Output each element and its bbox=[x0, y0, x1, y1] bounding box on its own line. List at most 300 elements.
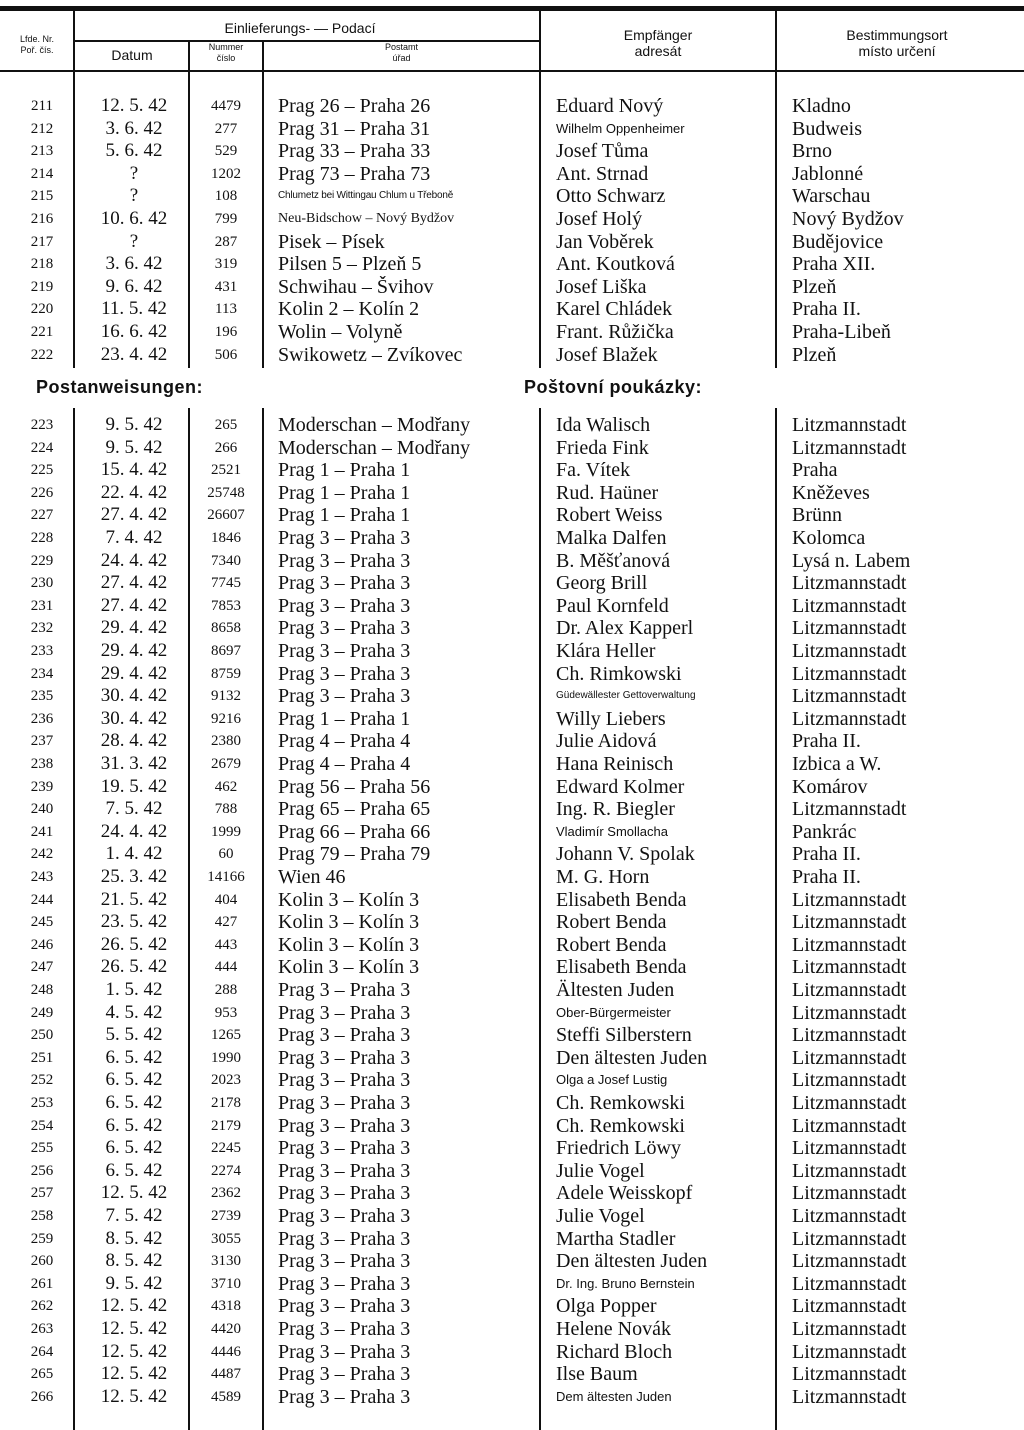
row-post-office: Prag 3 – Praha 3 bbox=[278, 1182, 411, 1205]
row-receipt-number: 8697 bbox=[211, 643, 241, 659]
row-destination: Litzmannstadt bbox=[792, 594, 907, 617]
row-destination: Budweis bbox=[792, 117, 862, 140]
table-row bbox=[0, 437, 1024, 460]
row-post-office: Prag 3 – Praha 3 bbox=[278, 979, 411, 1001]
row-recipient: Elisabeth Benda bbox=[556, 888, 687, 911]
row-destination: Litzmannstadt bbox=[792, 1363, 907, 1386]
row-post-office: Prag 65 – Praha 65 bbox=[278, 798, 431, 821]
table-row bbox=[0, 414, 1024, 437]
row-recipient: Ing. R. Biegler bbox=[556, 798, 675, 821]
table-row bbox=[0, 459, 1024, 482]
row-number: 253 bbox=[30, 1095, 54, 1111]
row-receipt-number: 9132 bbox=[211, 688, 241, 705]
row-number: 221 bbox=[30, 324, 54, 340]
header-por-cis: Poř. čís. bbox=[20, 45, 54, 55]
table-row bbox=[0, 663, 1024, 686]
row-post-office: Chlumetz bei Wittingau Chlum u Třeboně bbox=[278, 190, 454, 202]
row-destination: Komárov bbox=[792, 775, 868, 798]
row-post-office: Prag 3 – Praha 3 bbox=[278, 1385, 411, 1408]
table-row bbox=[0, 911, 1024, 934]
row-date: 1. 4. 42 bbox=[105, 843, 163, 865]
table-row bbox=[0, 344, 1024, 367]
row-post-office: Prag 3 – Praha 3 bbox=[278, 1363, 411, 1386]
row-destination: Izbica a W. bbox=[792, 753, 882, 775]
row-receipt-number: 287 bbox=[214, 233, 238, 250]
row-number: 264 bbox=[30, 1343, 54, 1360]
row-number: 214 bbox=[30, 165, 54, 182]
table-row bbox=[0, 617, 1024, 640]
row-receipt-number: 506 bbox=[214, 346, 238, 363]
row-date: 30. 4. 42 bbox=[100, 707, 168, 729]
row-post-office: Prag 3 – Praha 3 bbox=[278, 572, 411, 595]
row-destination: Lysá n. Labem bbox=[792, 549, 911, 572]
row-destination: Litzmannstadt bbox=[792, 1069, 907, 1092]
section-title-postanweisungen: Postanweisungen: bbox=[36, 377, 204, 397]
row-date: 10. 6. 42 bbox=[100, 208, 168, 229]
header-bestimmungsort: Bestimmungsort bbox=[846, 27, 948, 43]
table-row bbox=[0, 956, 1024, 979]
row-number: 245 bbox=[30, 914, 54, 931]
row-recipient: Dr. Alex Kapperl bbox=[556, 617, 694, 640]
row-number: 255 bbox=[30, 1140, 54, 1157]
row-post-office: Kolin 3 – Kolín 3 bbox=[278, 911, 420, 934]
row-post-office: Kolin 3 – Kolín 3 bbox=[278, 933, 420, 956]
row-date: 24. 4. 42 bbox=[100, 820, 168, 842]
row-receipt-number: 529 bbox=[214, 143, 238, 160]
row-receipt-number: 2178 bbox=[211, 1095, 241, 1111]
row-date: 5. 6. 42 bbox=[105, 140, 163, 162]
row-recipient: Otto Schwarz bbox=[556, 185, 666, 208]
table-row bbox=[0, 595, 1024, 618]
row-receipt-number: 953 bbox=[214, 1004, 238, 1021]
row-date: 11. 5. 42 bbox=[101, 298, 167, 320]
row-destination: Plzeň bbox=[792, 275, 837, 298]
table-row bbox=[0, 753, 1024, 776]
row-number: 259 bbox=[30, 1230, 54, 1247]
header-urad: úřad bbox=[392, 53, 411, 63]
row-number: 224 bbox=[30, 439, 54, 456]
row-date: 9. 5. 42 bbox=[105, 1272, 163, 1294]
row-recipient: Vladimír Smollacha bbox=[556, 823, 668, 839]
row-receipt-number: 2380 bbox=[211, 733, 241, 750]
row-recipient: Hana Reinisch bbox=[556, 753, 674, 775]
row-destination: Litzmannstadt bbox=[792, 1001, 907, 1024]
row-date: 9. 6. 42 bbox=[105, 275, 163, 297]
row-number: 219 bbox=[30, 278, 54, 295]
row-destination: Kolomca bbox=[792, 527, 866, 549]
row-destination: Litzmannstadt bbox=[792, 414, 907, 436]
row-destination: Litzmannstadt bbox=[792, 640, 907, 662]
row-post-office: Prag 3 – Praha 3 bbox=[278, 1295, 411, 1318]
row-date: 24. 4. 42 bbox=[100, 549, 168, 571]
row-number: 222 bbox=[30, 346, 54, 363]
table-row bbox=[0, 527, 1024, 550]
row-receipt-number: 3055 bbox=[211, 1230, 241, 1247]
row-number: 258 bbox=[30, 1208, 54, 1224]
table-row bbox=[0, 866, 1024, 889]
row-date: 31. 3. 42 bbox=[100, 753, 168, 774]
row-number: 215 bbox=[30, 188, 54, 205]
row-receipt-number: 1265 bbox=[211, 1027, 241, 1044]
row-receipt-number: 2274 bbox=[211, 1162, 241, 1179]
row-post-office: Prag 1 – Praha 1 bbox=[278, 504, 411, 527]
row-number: 251 bbox=[30, 1049, 54, 1066]
row-date: 6. 5. 42 bbox=[105, 1159, 163, 1181]
row-post-office: Prag 33 – Praha 33 bbox=[278, 140, 431, 163]
table-row bbox=[0, 730, 1024, 753]
row-recipient: Klára Heller bbox=[556, 640, 656, 662]
row-date: ? bbox=[129, 162, 139, 184]
row-number: 228 bbox=[30, 530, 54, 546]
table-row bbox=[0, 1295, 1024, 1318]
row-receipt-number: 8658 bbox=[211, 620, 241, 637]
table-row bbox=[0, 140, 1024, 163]
header-datum: Datum bbox=[111, 47, 153, 63]
row-number: 231 bbox=[30, 597, 54, 614]
row-destination: Litzmannstadt bbox=[792, 798, 907, 821]
row-post-office: Prag 4 – Praha 4 bbox=[278, 753, 411, 775]
row-post-office: Prag 1 – Praha 1 bbox=[278, 459, 411, 482]
row-date: 29. 4. 42 bbox=[100, 640, 168, 661]
table-row bbox=[0, 1205, 1024, 1228]
row-destination: Litzmannstadt bbox=[792, 1227, 907, 1250]
table-row bbox=[0, 708, 1024, 731]
row-number: 262 bbox=[30, 1298, 54, 1315]
row-receipt-number: 3710 bbox=[211, 1275, 241, 1292]
row-receipt-number: 277 bbox=[214, 120, 238, 137]
row-destination: Litzmannstadt bbox=[792, 1137, 907, 1160]
row-recipient: Ch. Remkowski bbox=[556, 1092, 685, 1114]
table-row bbox=[0, 298, 1024, 321]
row-destination: Litzmannstadt bbox=[792, 1385, 907, 1408]
table-row bbox=[0, 321, 1024, 344]
row-recipient: Robert Weiss bbox=[556, 504, 663, 527]
row-recipient: B. Měšťanová bbox=[556, 549, 671, 572]
table-row bbox=[0, 1115, 1024, 1138]
row-recipient: Robert Benda bbox=[556, 911, 667, 934]
row-post-office: Kolin 3 – Kolín 3 bbox=[278, 956, 420, 979]
row-destination: Litzmannstadt bbox=[792, 979, 907, 1001]
table-row bbox=[0, 640, 1024, 663]
row-post-office: Prag 3 – Praha 3 bbox=[278, 1024, 411, 1047]
row-date: 8. 5. 42 bbox=[105, 1250, 163, 1272]
row-number: 260 bbox=[30, 1253, 54, 1270]
table-row bbox=[0, 685, 1024, 708]
row-receipt-number: 113 bbox=[215, 301, 237, 318]
row-date: 28. 4. 42 bbox=[100, 730, 168, 752]
top-rule bbox=[0, 6, 1024, 11]
row-receipt-number: 9216 bbox=[211, 710, 241, 727]
row-receipt-number: 7340 bbox=[211, 552, 241, 569]
row-post-office: Prag 3 – Praha 3 bbox=[278, 1114, 411, 1137]
row-recipient: Frant. Růžička bbox=[556, 321, 674, 343]
table-row bbox=[0, 1047, 1024, 1070]
row-date: 23. 4. 42 bbox=[100, 343, 168, 365]
row-destination: Litzmannstadt bbox=[792, 1205, 907, 1227]
header-cislo: číslo bbox=[216, 53, 236, 63]
row-post-office: Prag 3 – Praha 3 bbox=[278, 1250, 411, 1273]
row-receipt-number: 443 bbox=[214, 936, 238, 953]
row-destination: Praha II. bbox=[792, 843, 861, 866]
row-recipient: Josef Holý bbox=[556, 208, 643, 230]
header-bottom-rule bbox=[0, 70, 1024, 72]
row-post-office: Prag 3 – Praha 3 bbox=[278, 1069, 411, 1092]
row-post-office: Prag 3 – Praha 3 bbox=[278, 1227, 411, 1250]
row-destination: Litzmannstadt bbox=[792, 1024, 907, 1047]
row-destination: Litzmannstadt bbox=[792, 1046, 907, 1069]
row-post-office: Kolin 2 – Kolín 2 bbox=[278, 298, 420, 321]
row-recipient: Elisabeth Benda bbox=[556, 956, 687, 979]
row-post-office: Prag 4 – Praha 4 bbox=[278, 730, 411, 753]
table-row bbox=[0, 1273, 1024, 1296]
row-receipt-number: 7745 bbox=[211, 575, 241, 592]
row-receipt-number: 2521 bbox=[211, 462, 241, 479]
row-date: 7. 5. 42 bbox=[105, 1205, 163, 1226]
row-receipt-number: 288 bbox=[214, 982, 238, 998]
row-recipient: Richard Bloch bbox=[556, 1340, 673, 1363]
header-lfde-nr: Lfde. Nr. bbox=[19, 34, 55, 44]
row-receipt-number: 4318 bbox=[211, 1298, 241, 1315]
row-number: 220 bbox=[30, 301, 54, 318]
row-receipt-number: 319 bbox=[214, 256, 238, 273]
row-date: 3. 6. 42 bbox=[105, 253, 163, 275]
row-destination: Litzmannstadt bbox=[792, 707, 907, 730]
table-row bbox=[0, 504, 1024, 527]
row-date: 9. 5. 42 bbox=[105, 436, 163, 458]
table-row bbox=[0, 1024, 1024, 1047]
row-number: 239 bbox=[30, 778, 54, 795]
row-post-office: Prag 3 – Praha 3 bbox=[278, 527, 411, 549]
row-number: 263 bbox=[30, 1321, 54, 1337]
row-date: 7. 4. 42 bbox=[105, 527, 163, 548]
row-date: 26. 5. 42 bbox=[100, 933, 168, 955]
row-recipient: Josef Liška bbox=[556, 275, 647, 298]
row-receipt-number: 2739 bbox=[211, 1208, 241, 1224]
table-row bbox=[0, 118, 1024, 141]
row-post-office: Prag 1 – Praha 1 bbox=[278, 707, 411, 730]
row-date: 27. 4. 42 bbox=[100, 504, 168, 526]
row-receipt-number: 4446 bbox=[211, 1343, 241, 1360]
row-receipt-number: 4479 bbox=[211, 98, 241, 114]
table-row bbox=[0, 253, 1024, 276]
row-post-office: Prag 26 – Praha 26 bbox=[278, 95, 431, 117]
row-date: 12. 5. 42 bbox=[100, 1182, 168, 1204]
row-recipient: Robert Benda bbox=[556, 933, 667, 956]
row-date: 3. 6. 42 bbox=[105, 117, 163, 139]
row-recipient: Jan Voběrek bbox=[556, 230, 654, 253]
row-receipt-number: 4420 bbox=[211, 1321, 241, 1337]
row-receipt-number: 4487 bbox=[211, 1366, 241, 1383]
row-number: 244 bbox=[30, 891, 54, 908]
row-recipient: Josef Tůma bbox=[556, 140, 649, 163]
row-date: 4. 5. 42 bbox=[105, 1001, 163, 1023]
row-number: 212 bbox=[30, 120, 54, 137]
table-row bbox=[0, 208, 1024, 231]
row-date: 5. 5. 42 bbox=[105, 1024, 163, 1046]
row-post-office: Moderschan – Modřany bbox=[278, 414, 471, 436]
row-destination: Jablonné bbox=[792, 162, 864, 185]
table-row bbox=[0, 572, 1024, 595]
row-recipient: Frieda Fink bbox=[556, 436, 649, 459]
table-row bbox=[0, 1137, 1024, 1160]
row-number: 241 bbox=[30, 823, 54, 840]
row-recipient: Rud. Haüner bbox=[556, 481, 659, 504]
row-recipient: M. G. Horn bbox=[556, 866, 650, 888]
row-number: 223 bbox=[30, 417, 54, 433]
row-number: 242 bbox=[30, 846, 54, 863]
row-date: 29. 4. 42 bbox=[100, 662, 168, 684]
table-row bbox=[0, 1386, 1024, 1409]
row-post-office: Prag 66 – Praha 66 bbox=[278, 820, 431, 843]
row-post-office: Prag 56 – Praha 56 bbox=[278, 775, 431, 798]
row-destination: Litzmannstadt bbox=[792, 1295, 907, 1318]
row-receipt-number: 1990 bbox=[211, 1049, 241, 1066]
table-row bbox=[0, 821, 1024, 844]
header-empfaenger: Empfänger bbox=[623, 27, 693, 43]
table-row bbox=[0, 979, 1024, 1002]
row-number: 261 bbox=[30, 1275, 54, 1292]
table-row bbox=[0, 1341, 1024, 1364]
row-date: 27. 4. 42 bbox=[100, 572, 168, 594]
row-number: 211 bbox=[31, 98, 53, 114]
header-misto-urceni: místo určení bbox=[858, 43, 936, 59]
row-number: 233 bbox=[30, 643, 54, 659]
row-destination: Litzmannstadt bbox=[792, 1318, 907, 1340]
row-number: 236 bbox=[30, 710, 54, 727]
header-postamt: Postamt bbox=[384, 42, 418, 52]
row-post-office: Prag 3 – Praha 3 bbox=[278, 1137, 411, 1160]
row-number: 238 bbox=[30, 756, 54, 772]
row-recipient: Ch. Rimkowski bbox=[556, 662, 682, 685]
row-number: 247 bbox=[30, 959, 54, 976]
row-post-office: Prag 3 – Praha 3 bbox=[278, 662, 411, 685]
row-number: 249 bbox=[30, 1004, 54, 1021]
row-destination: Pankrác bbox=[792, 820, 857, 843]
table-row bbox=[0, 798, 1024, 821]
row-receipt-number: 799 bbox=[214, 211, 238, 227]
row-number: 250 bbox=[30, 1027, 54, 1044]
row-recipient: Ch. Remkowski bbox=[556, 1114, 685, 1137]
row-date: 12. 5. 42 bbox=[100, 1318, 168, 1339]
row-date: 1. 5. 42 bbox=[105, 979, 163, 1000]
row-date: 26. 5. 42 bbox=[100, 956, 168, 978]
row-post-office: Prag 3 – Praha 3 bbox=[278, 1001, 411, 1024]
row-recipient: Den ältesten Juden bbox=[556, 1046, 708, 1069]
row-receipt-number: 431 bbox=[214, 278, 238, 295]
table-row bbox=[0, 843, 1024, 866]
row-receipt-number: 444 bbox=[214, 959, 238, 976]
row-recipient: Wilhelm Oppenheimer bbox=[556, 120, 685, 136]
row-destination: Litzmannstadt bbox=[792, 436, 907, 459]
row-date: 6. 5. 42 bbox=[105, 1046, 163, 1068]
row-date: 16. 6. 42 bbox=[100, 321, 168, 342]
row-destination: Plzeň bbox=[792, 343, 837, 366]
row-receipt-number: 1846 bbox=[211, 530, 241, 546]
row-receipt-number: 108 bbox=[214, 188, 238, 205]
table-row bbox=[0, 550, 1024, 573]
row-recipient: Den ältesten Juden bbox=[556, 1250, 708, 1273]
row-receipt-number: 2679 bbox=[211, 756, 241, 772]
row-destination: Brno bbox=[792, 140, 832, 163]
row-post-office: Moderschan – Modřany bbox=[278, 436, 471, 459]
row-date: 6. 5. 42 bbox=[105, 1137, 163, 1159]
row-recipient: Paul Kornfeld bbox=[556, 594, 669, 617]
row-destination: Litzmannstadt bbox=[792, 1159, 907, 1182]
table-row bbox=[0, 95, 1024, 118]
row-post-office: Prag 3 – Praha 3 bbox=[278, 640, 411, 662]
row-recipient: Karel Chládek bbox=[556, 298, 673, 321]
row-number: 243 bbox=[30, 869, 54, 885]
row-date: ? bbox=[129, 185, 139, 207]
row-date: 12. 5. 42 bbox=[100, 1385, 168, 1407]
row-date: 6. 5. 42 bbox=[105, 1069, 163, 1091]
row-recipient: Ältesten Juden bbox=[556, 979, 675, 1001]
row-recipient: Julie Aidová bbox=[556, 730, 657, 753]
table-row bbox=[0, 1363, 1024, 1386]
row-date: ? bbox=[129, 230, 139, 252]
row-destination: Litzmannstadt bbox=[792, 617, 907, 640]
table-row bbox=[0, 1160, 1024, 1183]
table-row bbox=[0, 776, 1024, 799]
row-date: 7. 5. 42 bbox=[105, 798, 163, 820]
row-date: 12. 5. 42 bbox=[100, 1340, 168, 1362]
row-number: 246 bbox=[30, 936, 54, 953]
row-number: 265 bbox=[30, 1366, 54, 1383]
row-post-office: Kolin 3 – Kolín 3 bbox=[278, 888, 420, 911]
section-title-postovni-poukazky: Poštovní poukázky: bbox=[524, 377, 703, 397]
row-destination: Litzmannstadt bbox=[792, 1092, 907, 1114]
row-receipt-number: 788 bbox=[214, 801, 238, 818]
row-receipt-number: 2179 bbox=[211, 1117, 241, 1134]
row-recipient: Edward Kolmer bbox=[556, 775, 685, 798]
row-receipt-number: 14166 bbox=[207, 869, 245, 885]
row-receipt-number: 427 bbox=[214, 914, 238, 931]
row-destination: Litzmannstadt bbox=[792, 933, 907, 956]
row-receipt-number: 2245 bbox=[211, 1140, 241, 1157]
row-destination: Budějovice bbox=[792, 230, 884, 253]
row-number: 217 bbox=[30, 233, 54, 250]
row-receipt-number: 265 bbox=[214, 417, 238, 433]
row-recipient: Martha Stadler bbox=[556, 1227, 676, 1250]
table-row bbox=[0, 1002, 1024, 1025]
row-receipt-number: 8759 bbox=[211, 665, 241, 682]
row-receipt-number: 25748 bbox=[207, 484, 245, 501]
row-destination: Litzmannstadt bbox=[792, 911, 907, 934]
row-post-office: Prag 3 – Praha 3 bbox=[278, 1046, 411, 1069]
row-recipient: Georg Brill bbox=[556, 572, 648, 595]
row-date: 22. 4. 42 bbox=[100, 481, 168, 503]
row-number: 227 bbox=[30, 507, 54, 524]
row-receipt-number: 266 bbox=[214, 439, 238, 456]
row-post-office: Prag 79 – Praha 79 bbox=[278, 843, 431, 866]
row-recipient: Dem ältesten Juden bbox=[556, 1388, 672, 1404]
row-recipient: Ober-Bürgermeister bbox=[556, 1004, 671, 1020]
row-date: 12. 5. 42 bbox=[100, 1295, 168, 1317]
table-row bbox=[0, 934, 1024, 957]
row-recipient: Helene Novák bbox=[556, 1318, 671, 1340]
row-post-office: Prag 3 – Praha 3 bbox=[278, 1159, 411, 1182]
row-recipient: Adele Weisskopf bbox=[556, 1182, 693, 1205]
row-recipient: Malka Dalfen bbox=[556, 527, 667, 549]
row-post-office: Prag 3 – Praha 3 bbox=[278, 1272, 411, 1295]
table-row bbox=[0, 231, 1024, 254]
row-recipient: Johann V. Spolak bbox=[556, 843, 695, 866]
row-number: 226 bbox=[30, 484, 54, 501]
row-date: 21. 5. 42 bbox=[100, 888, 168, 910]
row-receipt-number: 60 bbox=[218, 846, 234, 863]
row-number: 235 bbox=[30, 688, 54, 705]
row-receipt-number: 1999 bbox=[211, 823, 241, 840]
